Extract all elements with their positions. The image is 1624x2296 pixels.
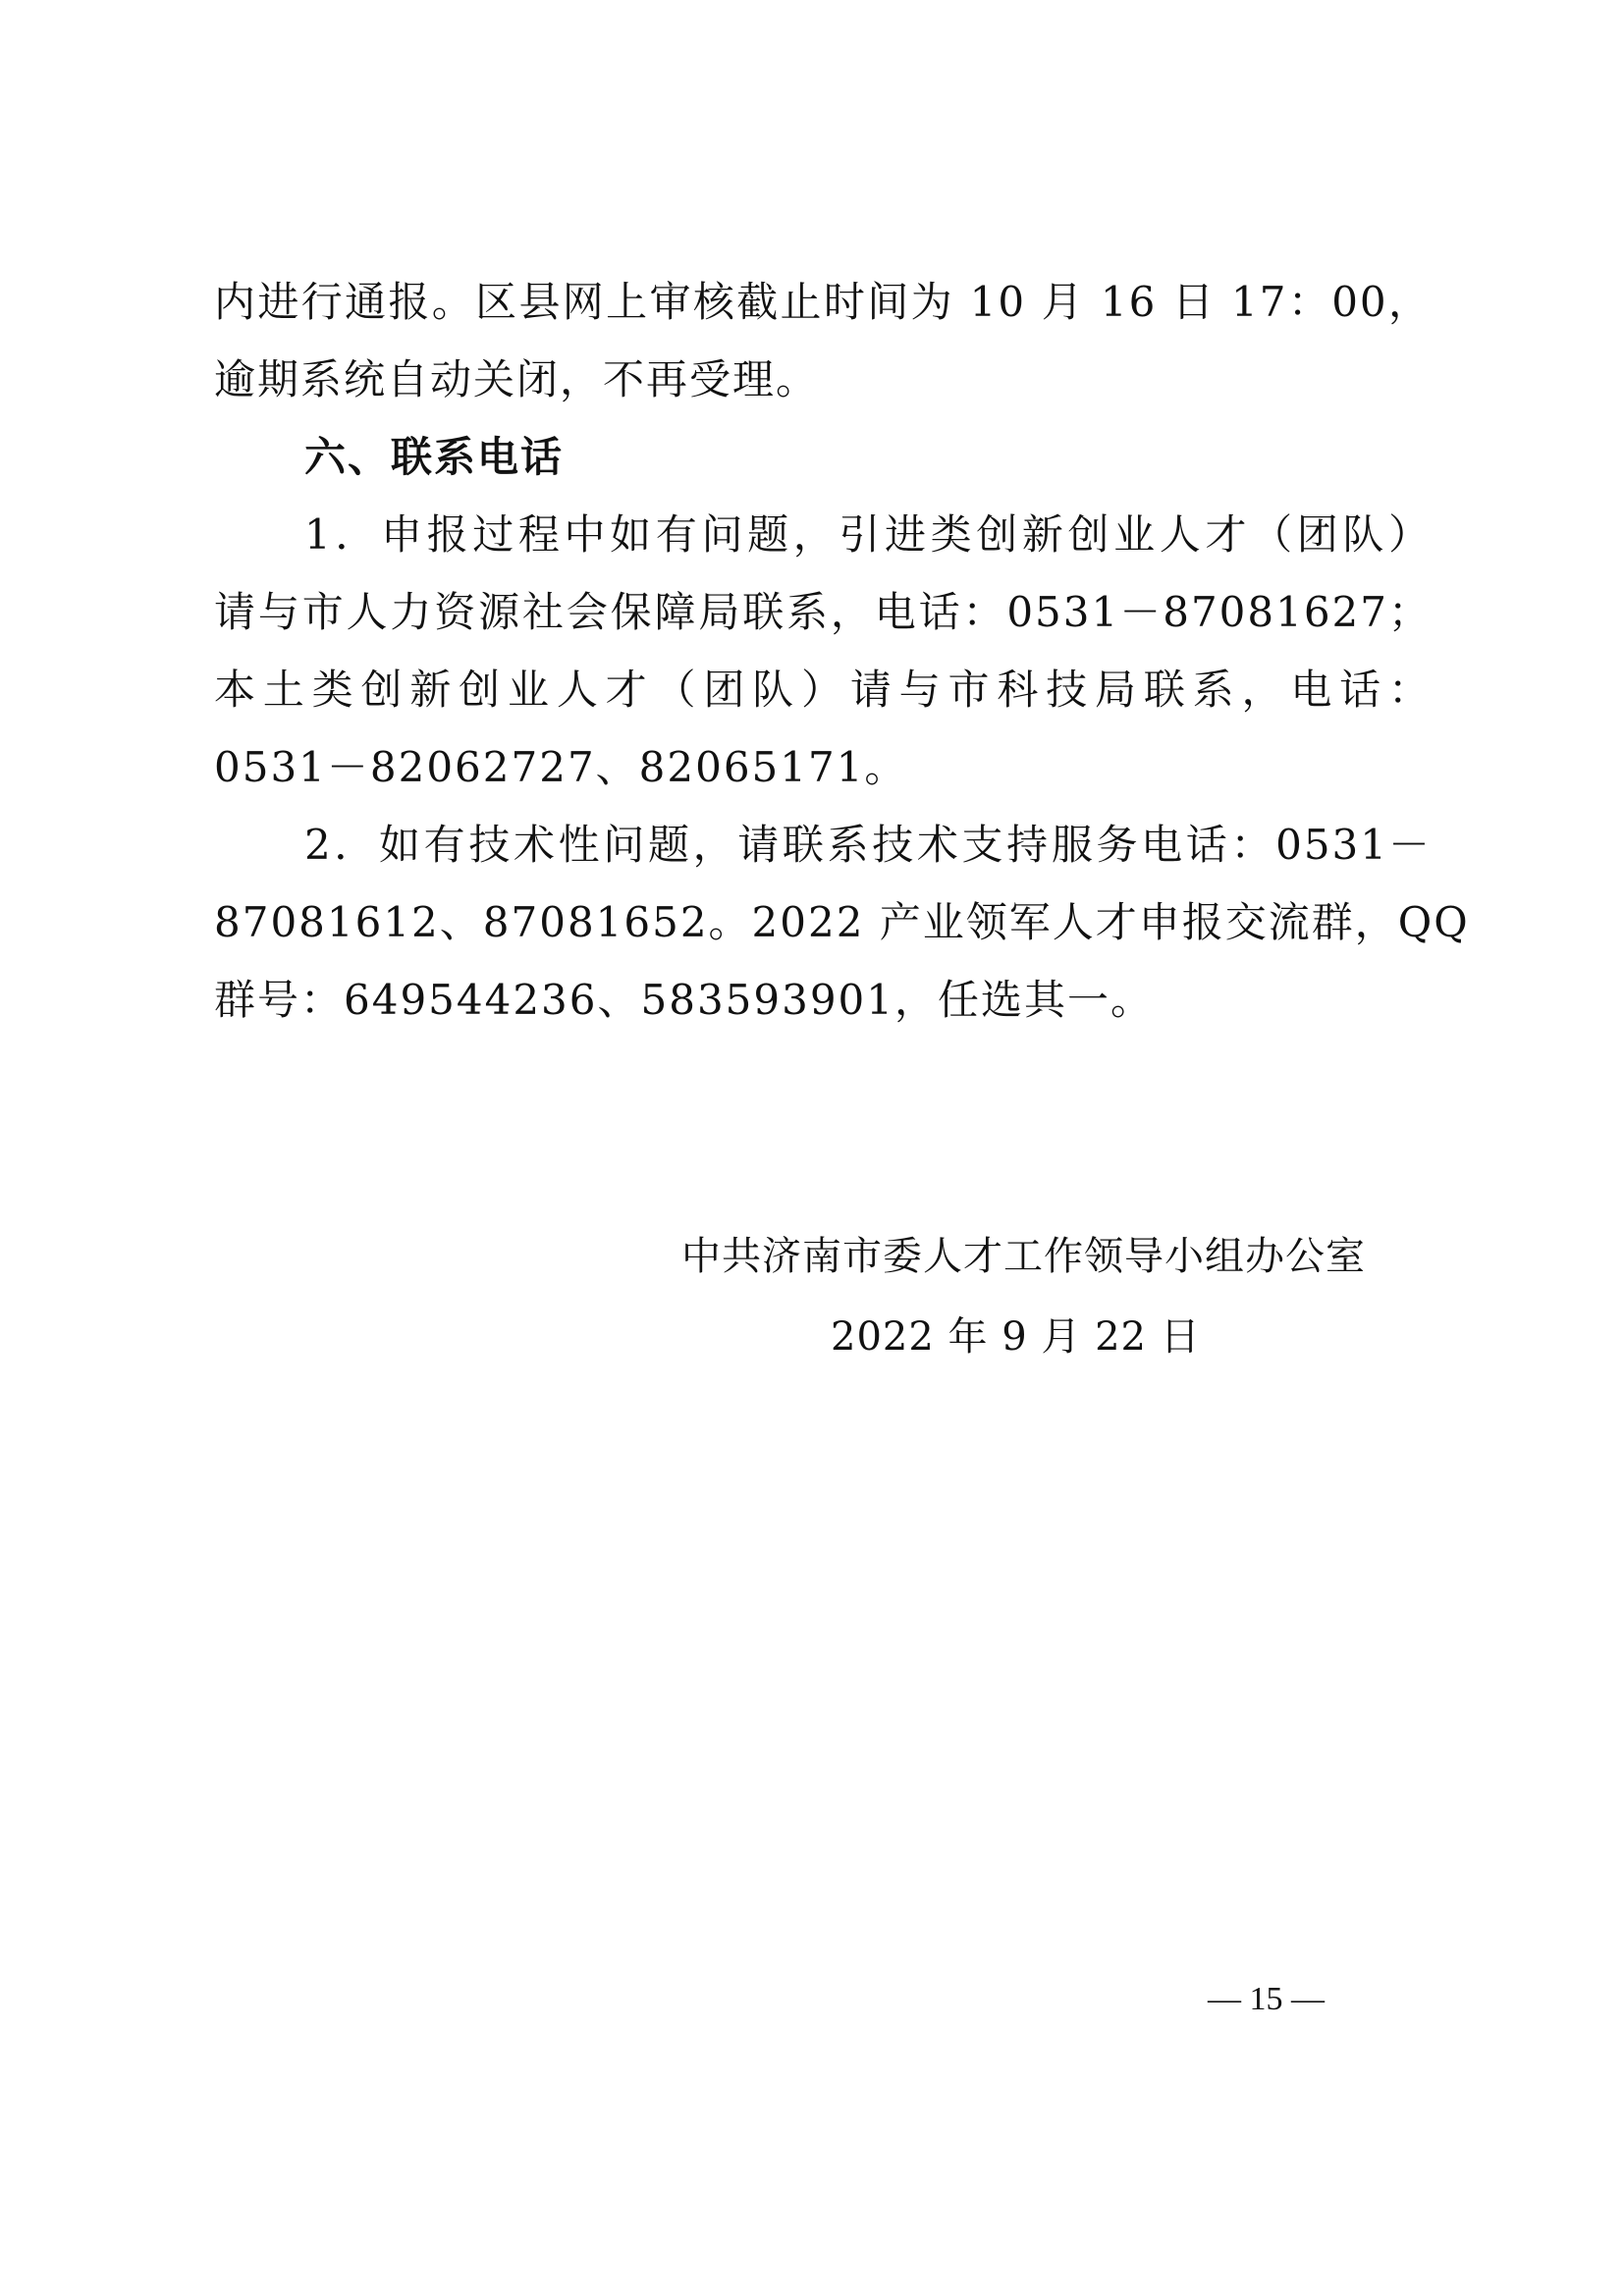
paragraph-line: 87081612、87081652。2022 产业领军人才申报交流群，QQ <box>214 898 1470 946</box>
section-heading: 六、联系电话 <box>304 433 565 481</box>
body-text <box>214 263 1470 1039</box>
signature-date: 2022 年 9 月 22 日 <box>831 1314 1201 1360</box>
paragraph-line: 0531－82062727、82065171。 <box>214 743 908 791</box>
paragraph-line: 逾期系统自动关闭，不再受理。 <box>214 355 820 403</box>
paragraph-line: 本土类创新创业人才（团队）请与市科技局联系，电话： <box>214 666 1432 714</box>
paragraph-line: 内进行通报。区县网上审核截止时间为 10 月 16 日 17：00， <box>214 278 1432 326</box>
paragraph-line: 群号：649544236、583593901，任选其一。 <box>214 976 1154 1024</box>
page-number: — 15 — <box>1208 1981 1325 2017</box>
paragraph-line: 2．如有技术性问题，请联系技术支持服务电话：0531－ <box>304 821 1432 869</box>
paragraph-line: 1．申报过程中如有问题，引进类创新创业人才（团队） <box>304 510 1432 559</box>
signature-organization: 中共济南市委人才工作领导小组办公室 <box>681 1234 1366 1279</box>
paragraph-line: 请与市人力资源社会保障局联系，电话：0531－87081627； <box>214 588 1432 636</box>
